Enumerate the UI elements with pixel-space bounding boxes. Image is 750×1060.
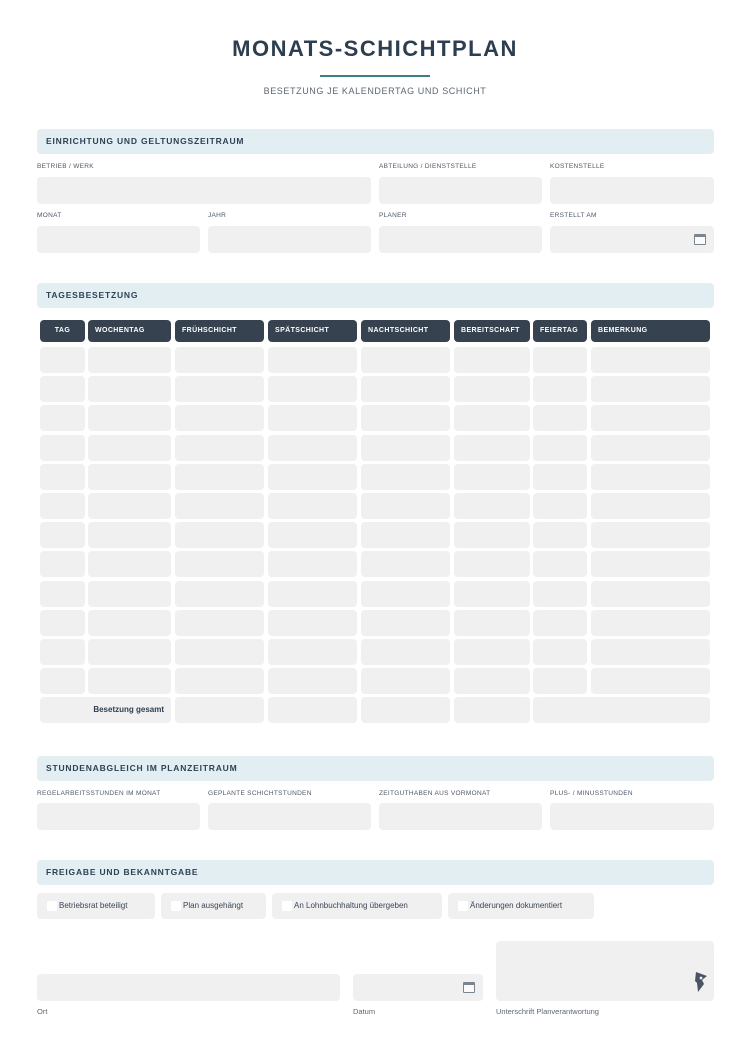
monat-field[interactable] <box>37 226 200 253</box>
cell-tag[interactable] <box>40 551 85 577</box>
cell-fruehschicht[interactable] <box>175 347 264 373</box>
cell-bemerkung[interactable] <box>591 639 710 665</box>
cell-nachtschicht[interactable] <box>361 639 450 665</box>
cell-tag[interactable] <box>40 376 85 402</box>
cell-fruehschicht[interactable] <box>175 464 264 490</box>
cell-bereitschaft[interactable] <box>454 639 530 665</box>
cell-nachtschicht[interactable] <box>361 522 450 548</box>
cell-wochentag[interactable] <box>88 347 171 373</box>
cell-nachtschicht[interactable] <box>361 464 450 490</box>
cell-feiertag[interactable] <box>533 376 587 402</box>
cell-nachtschicht[interactable] <box>361 405 450 431</box>
cell-bereitschaft[interactable] <box>454 610 530 636</box>
jahr-label: JAHR <box>208 212 227 219</box>
plusminus-field[interactable] <box>550 803 714 830</box>
cell-fruehschicht[interactable] <box>175 493 264 519</box>
checkbox-box[interactable] <box>171 901 181 911</box>
cell-feiertag[interactable] <box>533 347 587 373</box>
cell-bereitschaft[interactable] <box>454 522 530 548</box>
cell-bereitschaft[interactable] <box>454 493 530 519</box>
cell-nachtschicht[interactable] <box>361 347 450 373</box>
cell-spaetschicht[interactable] <box>268 405 357 431</box>
cell-bereitschaft[interactable] <box>454 668 530 694</box>
cell-spaetschicht[interactable] <box>268 668 357 694</box>
kostenstelle-field[interactable] <box>550 177 714 204</box>
cell-feiertag[interactable] <box>533 581 587 607</box>
cell-tag[interactable] <box>40 668 85 694</box>
cell-bemerkung[interactable] <box>591 668 710 694</box>
planer-field[interactable] <box>379 226 542 253</box>
cell-bemerkung[interactable] <box>591 610 710 636</box>
cell-nachtschicht[interactable] <box>361 551 450 577</box>
cell-fruehschicht[interactable] <box>175 376 264 402</box>
total-nachtschicht[interactable] <box>361 697 450 723</box>
cell-nachtschicht[interactable] <box>361 376 450 402</box>
ort-label: Ort <box>37 1007 48 1016</box>
cell-fruehschicht[interactable] <box>175 639 264 665</box>
cell-bemerkung[interactable] <box>591 435 710 461</box>
col-header-feiertag: FEIERTAG <box>533 320 587 342</box>
cell-nachtschicht[interactable] <box>361 668 450 694</box>
cell-feiertag[interactable] <box>533 668 587 694</box>
cell-tag[interactable] <box>40 581 85 607</box>
cell-bemerkung[interactable] <box>591 405 710 431</box>
cell-fruehschicht[interactable] <box>175 405 264 431</box>
cell-spaetschicht[interactable] <box>268 435 357 461</box>
geplant-label: GEPLANTE SCHICHTSTUNDEN <box>208 790 312 797</box>
checkbox-aenderungen[interactable] <box>448 893 594 919</box>
col-header-bemerkung: BEMERKUNG <box>591 320 710 342</box>
cell-bemerkung[interactable] <box>591 522 710 548</box>
checkbox-lohnbuchhaltung[interactable] <box>272 893 442 919</box>
cell-bemerkung[interactable] <box>591 581 710 607</box>
ort-field[interactable] <box>37 974 340 1001</box>
cell-spaetschicht[interactable] <box>268 522 357 548</box>
erstellt-label: ERSTELLT AM <box>550 212 597 219</box>
page-title: MONATS-SCHICHTPLAN <box>232 36 518 61</box>
regel-label: REGELARBEITSSTUNDEN IM MONAT <box>37 790 161 797</box>
cell-fruehschicht[interactable] <box>175 551 264 577</box>
cell-feiertag[interactable] <box>533 610 587 636</box>
cell-nachtschicht[interactable] <box>361 581 450 607</box>
cell-wochentag[interactable] <box>88 551 171 577</box>
checkbox-box[interactable] <box>47 901 57 911</box>
cell-wochentag[interactable] <box>88 405 171 431</box>
cell-spaetschicht[interactable] <box>268 610 357 636</box>
cell-bereitschaft[interactable] <box>454 435 530 461</box>
cell-bemerkung[interactable] <box>591 376 710 402</box>
col-header-bereitschaft: BEREITSCHAFT <box>454 320 530 342</box>
cell-spaetschicht[interactable] <box>268 464 357 490</box>
geplant-field[interactable] <box>208 803 371 830</box>
cell-bereitschaft[interactable] <box>454 464 530 490</box>
calendar-icon[interactable] <box>463 982 475 993</box>
cell-bemerkung[interactable] <box>591 464 710 490</box>
checkbox-ausgehaengt[interactable] <box>161 893 266 919</box>
cell-bereitschaft[interactable] <box>454 405 530 431</box>
cell-bereitschaft[interactable] <box>454 347 530 373</box>
checkbox-label: Änderungen dokumentiert <box>470 901 563 910</box>
datum-label: Datum <box>353 1007 376 1016</box>
signature-field[interactable] <box>496 941 714 1001</box>
col-header-spaetschicht: SPÄTSCHICHT <box>268 320 357 342</box>
cell-bereitschaft[interactable] <box>454 551 530 577</box>
datum-field[interactable] <box>353 974 483 1001</box>
cell-fruehschicht[interactable] <box>175 522 264 548</box>
cell-tag[interactable] <box>40 639 85 665</box>
cell-bereitschaft[interactable] <box>454 581 530 607</box>
calendar-icon[interactable] <box>694 234 706 245</box>
regel-field[interactable] <box>37 803 200 830</box>
cell-spaetschicht[interactable] <box>268 347 357 373</box>
checkbox-label: Plan ausgehängt <box>183 901 244 910</box>
cell-spaetschicht[interactable] <box>268 639 357 665</box>
cell-spaetschicht[interactable] <box>268 376 357 402</box>
cell-spaetschicht[interactable] <box>268 551 357 577</box>
erstellt-date-field[interactable] <box>550 226 714 253</box>
cell-fruehschicht[interactable] <box>175 610 264 636</box>
cell-nachtschicht[interactable] <box>361 435 450 461</box>
cell-bemerkung[interactable] <box>591 493 710 519</box>
cell-feiertag[interactable] <box>533 405 587 431</box>
guthaben-label: ZEITGUTHABEN AUS VORMONAT <box>379 790 491 797</box>
cell-fruehschicht[interactable] <box>175 435 264 461</box>
cell-feiertag[interactable] <box>533 639 587 665</box>
cell-wochentag[interactable] <box>88 581 171 607</box>
cell-bemerkung[interactable] <box>591 347 710 373</box>
cell-tag[interactable] <box>40 435 85 461</box>
page-subtitle: BESETZUNG JE KALENDERTAG UND SCHICHT <box>263 86 487 96</box>
cell-wochentag[interactable] <box>88 610 171 636</box>
cell-nachtschicht[interactable] <box>361 493 450 519</box>
unterschrift-label: Unterschrift Planverantwortung <box>496 1007 599 1016</box>
cell-feiertag[interactable] <box>533 435 587 461</box>
section-facility-header: EINRICHTUNG UND GELTUNGSZEITRAUM <box>37 129 714 154</box>
cell-wochentag[interactable] <box>88 493 171 519</box>
cell-bemerkung[interactable] <box>591 551 710 577</box>
checkbox-box[interactable] <box>458 901 468 911</box>
cell-wochentag[interactable] <box>88 435 171 461</box>
cell-tag[interactable] <box>40 464 85 490</box>
total-bereitschaft[interactable] <box>454 697 530 723</box>
cell-feiertag[interactable] <box>533 551 587 577</box>
section-release-header: FREIGABE UND BEKANNTGABE <box>37 860 714 885</box>
cell-nachtschicht[interactable] <box>361 610 450 636</box>
checkbox-box[interactable] <box>282 901 292 911</box>
total-remarks[interactable] <box>533 697 710 723</box>
section-daily-header: TAGESBESETZUNG <box>37 283 714 308</box>
col-header-nachtschicht: NACHTSCHICHT <box>361 320 450 342</box>
cell-wochentag[interactable] <box>88 639 171 665</box>
total-label: Besetzung gesamt <box>93 705 164 714</box>
section-hours-header: STUNDENABGLEICH IM PLANZEITRAUM <box>37 756 714 781</box>
cell-fruehschicht[interactable] <box>175 581 264 607</box>
cell-wochentag[interactable] <box>88 668 171 694</box>
col-header-fruehschicht: FRÜHSCHICHT <box>175 320 264 342</box>
cell-feiertag[interactable] <box>533 522 587 548</box>
col-header-tag: TAG <box>40 320 85 342</box>
checkbox-label: Betriebsrat beteiligt <box>59 901 128 910</box>
abteilung-label: ABTEILUNG / DIENSTSTELLE <box>379 163 477 170</box>
pen-nib-icon <box>694 971 708 993</box>
checkbox-label: An Lohnbuchhaltung übergeben <box>294 901 408 910</box>
cell-feiertag[interactable] <box>533 464 587 490</box>
kostenstelle-label: KOSTENSTELLE <box>550 163 605 170</box>
total-spaetschicht[interactable] <box>268 697 357 723</box>
monat-label: MONAT <box>37 212 62 219</box>
guthaben-field[interactable] <box>379 803 542 830</box>
cell-wochentag[interactable] <box>88 522 171 548</box>
total-fruehschicht[interactable] <box>175 697 264 723</box>
cell-wochentag[interactable] <box>88 376 171 402</box>
cell-tag[interactable] <box>40 493 85 519</box>
cell-spaetschicht[interactable] <box>268 493 357 519</box>
betrieb-field[interactable] <box>37 177 371 204</box>
cell-spaetschicht[interactable] <box>268 581 357 607</box>
cell-fruehschicht[interactable] <box>175 668 264 694</box>
cell-tag[interactable] <box>40 347 85 373</box>
jahr-field[interactable] <box>208 226 371 253</box>
betrieb-label: BETRIEB / WERK <box>37 163 94 170</box>
cell-tag[interactable] <box>40 522 85 548</box>
planer-label: PLANER <box>379 212 407 219</box>
cell-tag[interactable] <box>40 610 85 636</box>
plusminus-label: PLUS- / MINUSSTUNDEN <box>550 790 633 797</box>
col-header-wochentag: WOCHENTAG <box>88 320 171 342</box>
cell-tag[interactable] <box>40 405 85 431</box>
abteilung-field[interactable] <box>379 177 542 204</box>
title-underline <box>320 75 430 77</box>
checkbox-betriebsrat[interactable] <box>37 893 155 919</box>
total-label-cell <box>40 697 171 723</box>
cell-bereitschaft[interactable] <box>454 376 530 402</box>
cell-wochentag[interactable] <box>88 464 171 490</box>
cell-feiertag[interactable] <box>533 493 587 519</box>
